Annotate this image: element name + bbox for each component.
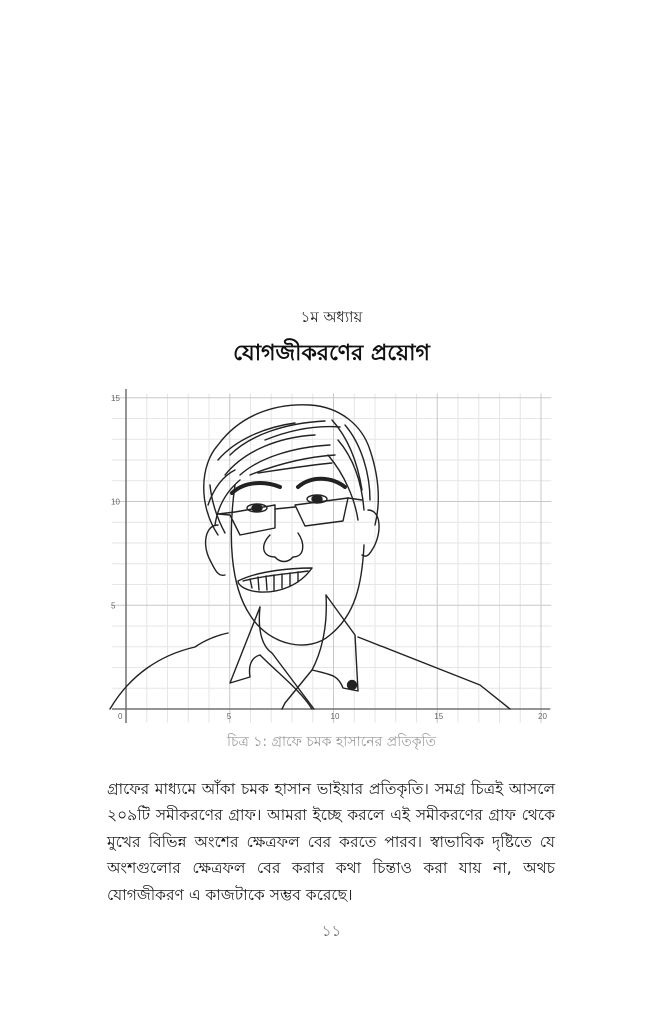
x-tick-label: 0 — [118, 712, 123, 721]
collar-left — [259, 607, 314, 709]
y-tick-label: 5 — [111, 601, 116, 611]
shirt-button — [348, 681, 357, 690]
graph-plot — [100, 385, 560, 725]
page-number: ১১ — [321, 922, 342, 940]
y-tick-label: 10 — [111, 497, 120, 507]
major-grid — [112, 394, 551, 723]
figure-caption: চিত্র ১: গ্রাফে চমক হাসানের প্রতিকৃতি — [226, 734, 437, 750]
chapter-title: যোগজীকরণের প্রয়োগ — [233, 341, 430, 366]
tick-labels — [111, 394, 547, 721]
right-eyebrow — [298, 479, 345, 487]
x-tick-label: 15 — [434, 712, 444, 721]
portrait-drawing — [110, 405, 510, 709]
portrait-graph-figure — [100, 385, 560, 725]
left-shoulder — [110, 633, 228, 709]
nose — [264, 533, 303, 562]
x-tick-label: 20 — [538, 712, 547, 721]
right-shoulder — [358, 637, 510, 709]
chapter-number: ১ম অধ্যায় — [300, 308, 363, 326]
y-tick-label: 15 — [111, 393, 120, 403]
body-paragraph: গ্রাফের মাধ্যমে আঁকা চমক হাসান ভাইয়ার প্রতিকৃতি। সমগ্র চিত্রই আসলে ২০৯টি সমীকরণের গ্রাফ। আমরা ইচ্ছে করলে এই সমীকরণের গ্রাফ থেকে মুখের বিভিন্ন অংশের ক্ষেত্রফল বের করতে পারব। স্বাভাবিক দৃষ্টিতে যে অংশগুলোর ক্ষেত্রফল বের করার কথা চিন্তাও করা যায় না, অথচ যোগজীকরণ এ কাজটাকে সম্ভব করেছে। — [107, 779, 555, 904]
x-tick-label: 5 — [226, 712, 232, 721]
left-eyebrow — [232, 483, 280, 493]
minor-grid — [112, 394, 551, 723]
x-tick-label: 10 — [330, 712, 340, 721]
